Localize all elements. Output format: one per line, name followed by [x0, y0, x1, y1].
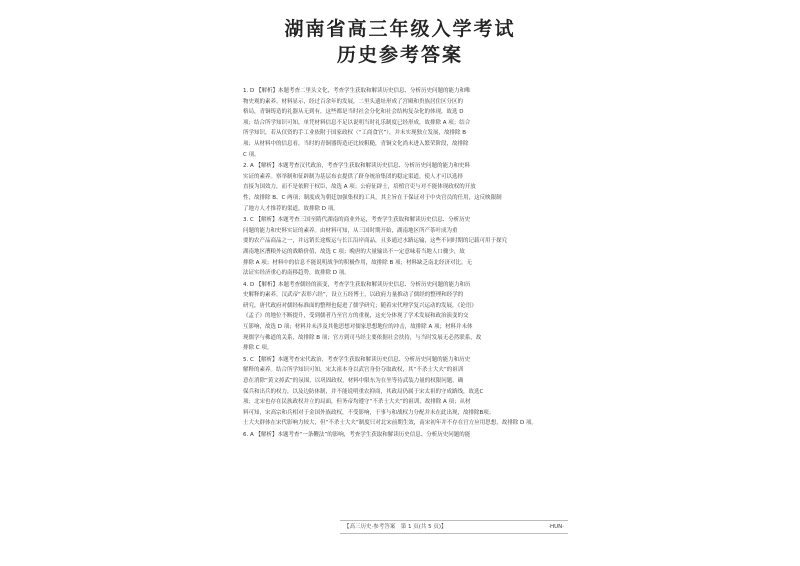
answer-text-line: 6. A 【解析】本题考查“一条鞭法”的影响，考查学生获取和解读历史信息、分析历史问题的能 [243, 432, 471, 438]
answer-text-line: 解释的素养。结合所学知识可知，宋太祖本身以武官身份夺取政权，其“不杀士大夫”的祖训 [243, 367, 464, 374]
answer-content [243, 86, 556, 442]
answer-text-line: 保兵和出兵的权力，以及边防体制，并不能说明重农抑商，其政局仍属于宋太祖的守成路线，故选C [243, 388, 484, 395]
answer-item [243, 161, 556, 214]
footer-page-info: 【高三历史·参考答案 第 1 页(共 5 页)】 [344, 524, 447, 530]
footer-region-code: ·HUN· [548, 524, 564, 530]
answer-text-line: 项；北宋也存在民族政权并立的局面，但务帝均遵守“不杀士大夫”的祖训，故排除 A 项；从材 [243, 399, 471, 406]
answer-text-line: 料可知，宋高宗和兵相对于金国外族政权，不受影响，于事与和战权力分配并未在此出现，故排除B项； [243, 409, 495, 416]
answer-item [243, 86, 556, 160]
answer-text-line: 湖南地区漕粮外运的战略价值，故选 C 项；晚唐的大量输出不一定意味着当地人口骤少，故 [243, 248, 465, 255]
answer-text-line: 意在消除“黄文掉武”的氛围，以巩固政权，材料中限东为在坐等待武装力量的权限问题，确 [243, 378, 464, 385]
answer-text-line: 性，故排除 B、C 两项；制度成为朝廷加强集权的工具，其主旨在于保证对于中央官员的任用，这反映限制 [243, 194, 502, 201]
answer-text-line: 直接为国效力，而不是依附于权臣，故选 A 项；公府征辟士，培植官吏与对不能体现政权的开放 [243, 184, 476, 191]
answer-text-line: 要的农产品商品之一，并远销长途贩运与长江沿岸商品，且多通过水路运输，这些不同时期的记载可用于探究 [243, 238, 508, 245]
answer-item [243, 215, 556, 279]
exam-title: 湖南省高三年级入学考试 [284, 18, 516, 40]
answer-text-line: 所学知识，若从仅资的手工业依附于国家政权（“工商食官”），并未实现独立发展，故排除 B [243, 130, 466, 137]
answer-text-line: 格局，青铜铸造的礼器从无到有，这些都是当时社会分化和社会结构复杂化的体现，故选 D [243, 109, 464, 116]
answer-text-line: 项；结合所学知识可知，单凭材料信息不足以说明当时礼乐制度已经形成，故排除 A 项；结合 [243, 119, 471, 126]
answer-text-line: 4. D 【解析】本题考查儒经的演变，考查学生获取和解读历史信息、分析历史问题的能力和历 [243, 281, 471, 288]
page-footer [340, 520, 568, 534]
answer-text-line: 了地方人才推荐的渠道，故排除 D 项。 [243, 205, 339, 212]
answer-text-line: 物史观的素养。材料显示，经过百余年的发展，二里头遗址形成了宫殿和贵族居住区分区的 [243, 98, 464, 105]
answer-text-line: 项；从材料中的信息看，当时的青铜器铸造还比较粗糙，青铜文化尚未进入繁荣阶段，故排除 [243, 140, 469, 147]
answer-text-line: 研究，唐代政府对儒经标准面的整理也促进了儒学研究；随着宋代理学复兴运动的发展，《论语》 [243, 302, 477, 309]
answer-text-line: 实证的素养。察举制和征辟制为基层布衣提供了跻身统治集团的稳定渠道，使人才可以选择 [243, 173, 464, 180]
answer-text-line: 排除 A 项；材料中的信息不能说明战争的积极作用，故排除 B 项；材料缺乏南北经济对比，无 [243, 259, 473, 266]
answer-item [243, 280, 556, 354]
answer-text-line: 1. D 【解析】本题考查二里头文化，考查学生获取和解读历史信息、分析历史问题的能力和唯 [243, 88, 471, 94]
answer-text-line: C 项。 [243, 151, 260, 158]
answer-text-line: 史解释的素养。汉武帝“表彰六经”，设立五经博士，以政府力量推动了儒经的整理和经学的 [243, 292, 464, 299]
answer-text-line: 2. A 【解析】本题考查汉代政治，考查学生获取和解读历史信息、分析历史问题的能力和史料 [243, 163, 471, 170]
answer-text-line: 5. C 【解析】本题考查宋代政治，考查学生获取和解读历史信息、分析历史问题的能力和历史 [243, 356, 471, 363]
answer-text-line: 互影响，故选 D 项；材料并未涉及其他思想对儒家思想地位的冲击，故排除 A 项；材料并未体 [243, 324, 473, 331]
answer-item [243, 355, 556, 429]
answer-text-line: 现儒学与佛道的关系，故排除 B 项；官方到司马经主要依据社会扶持，与当时发展无必然联系，故 [243, 334, 482, 341]
answer-text-line: 《孟子》的地位不断提升，受到儒者乃至官方的重视，这充分体现了学术发展和政治演变的交 [243, 313, 469, 320]
answer-title: 历史参考答案 [336, 44, 463, 66]
answer-text-line: 3. C 【解析】本题考查三国至隋代湖南的商业外运，考查学生获取和解读历史信息、分析历史 [243, 217, 471, 224]
answer-text-line: 排除 C 项。 [243, 345, 273, 352]
answer-text-line: 问题的能力和史料实证的素养。由材料可知，从三国时期开始，湖南地区所产茶叶成为重 [243, 227, 458, 234]
answer-text-line: 士大夫群体在宋代影响力较大，但“不杀士大夫”制度只对北宋前期生效，南宋初年并不存在官方应用思想，故排除 D 项。 [243, 420, 537, 427]
answer-item [243, 430, 556, 441]
answer-text-line: 法证实经济重心的南移趋势，故排除 D 项。 [243, 270, 350, 277]
